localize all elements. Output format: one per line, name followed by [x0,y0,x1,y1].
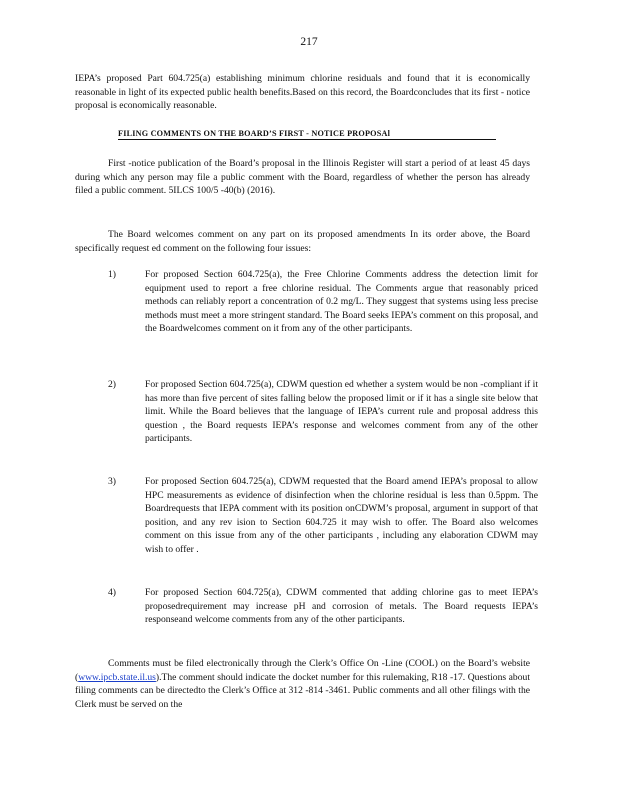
section-heading: FILING COMMENTS ON THE BOARD’S FIRST - NOTICE PROPOSAl [118,129,496,140]
welcome-paragraph: The Board welcomes comment on any part on its proposed amendments In its order above, the Board specifically request ed comment on the following four issues: [75,229,530,254]
board-website-link[interactable]: www.ipcb.state.il.us [78,671,156,683]
issue-text: For proposed Section 604.725(a), the Free Chlorine Comments address the detection limit for equipment used to report a free chlorine residual. The Comments argue that reasonably priced methods can reliably report a concentration of 0.2 mg/L. They suggest that systems using less precise methods must meet a more stringent standard. The Board seeks IEPA’s comment on this proposal, and the Boardwelcomes comment on it from any of the other participants. [145,269,538,335]
issue-number: 3) [108,476,116,487]
intro-paragraph: IEPA’s proposed Part 604.725(a) establishing minimum chlorine residuals and found that it is economically reasonable in light of its expected public health benefits.Based on this record, the Boardconcludes that its first - notice proposal is economically reasonable. [75,73,530,112]
filing-paragraph [75,657,530,711]
issue-text: For proposed Section 604.725(a), CDWM question ed whether a system would be non -compliant if it has more than five percent of sites falling below the proposed limit or if it has a single site below that limit. While the Board believes that the language of IEPA’s current rule and proposal address this question , the Board requests IEPA’s response and welcomes comment from any of the other participants. [145,379,538,445]
publication-paragraph: First -notice publication of the Board’s proposal in the Illinois Register will start a period of at least 45 days during which any person may file a public comment with the Board, regardless of whether the person has already filed a public comment. 5ILCS 100/5 -40(b) (2016). [75,158,530,197]
issue-text: For proposed Section 604.725(a), CDWM requested that the Board amend IEPA’s proposal to allow HPC measurements as evidence of disinfection when the chlorine residual is less than 0.5ppm. The Boardrequests that IEPA comment with its position onCDWM’s proposal, argument in support of that position, and any rev ision to Section 604.725 it may wish to offer. The Board also welcomes comment on this issue from any of the other participants , including any elaboration CDWM may wish to offer . [145,476,538,555]
issue-number: 1) [108,269,116,280]
issue-number: 4) [108,587,116,598]
filing-text-after-link: ).The comment should indicate the docket number for this rulemaking, R18 -17. Questions about filing comments can be directedto the Clerk’s Office at 312 -814 -3461. Public comments and all other filings with the Clerk must be served on the [75,671,530,710]
page-number: 217 [300,36,318,48]
filing-text-before-link: Comments must be filed electronically through the Clerk’s Office On -Line (COOL) on the Board’s website ( [75,658,530,683]
issue-text: For proposed Section 604.725(a), CDWM commented that adding chlorine gas to meet IEPA’s proposedrequirement may increase pH and corrosion of metals. The Board requests IEPA’s responseand welcome comments from any of the other participants. [145,587,538,626]
issue-number: 2) [108,379,116,390]
